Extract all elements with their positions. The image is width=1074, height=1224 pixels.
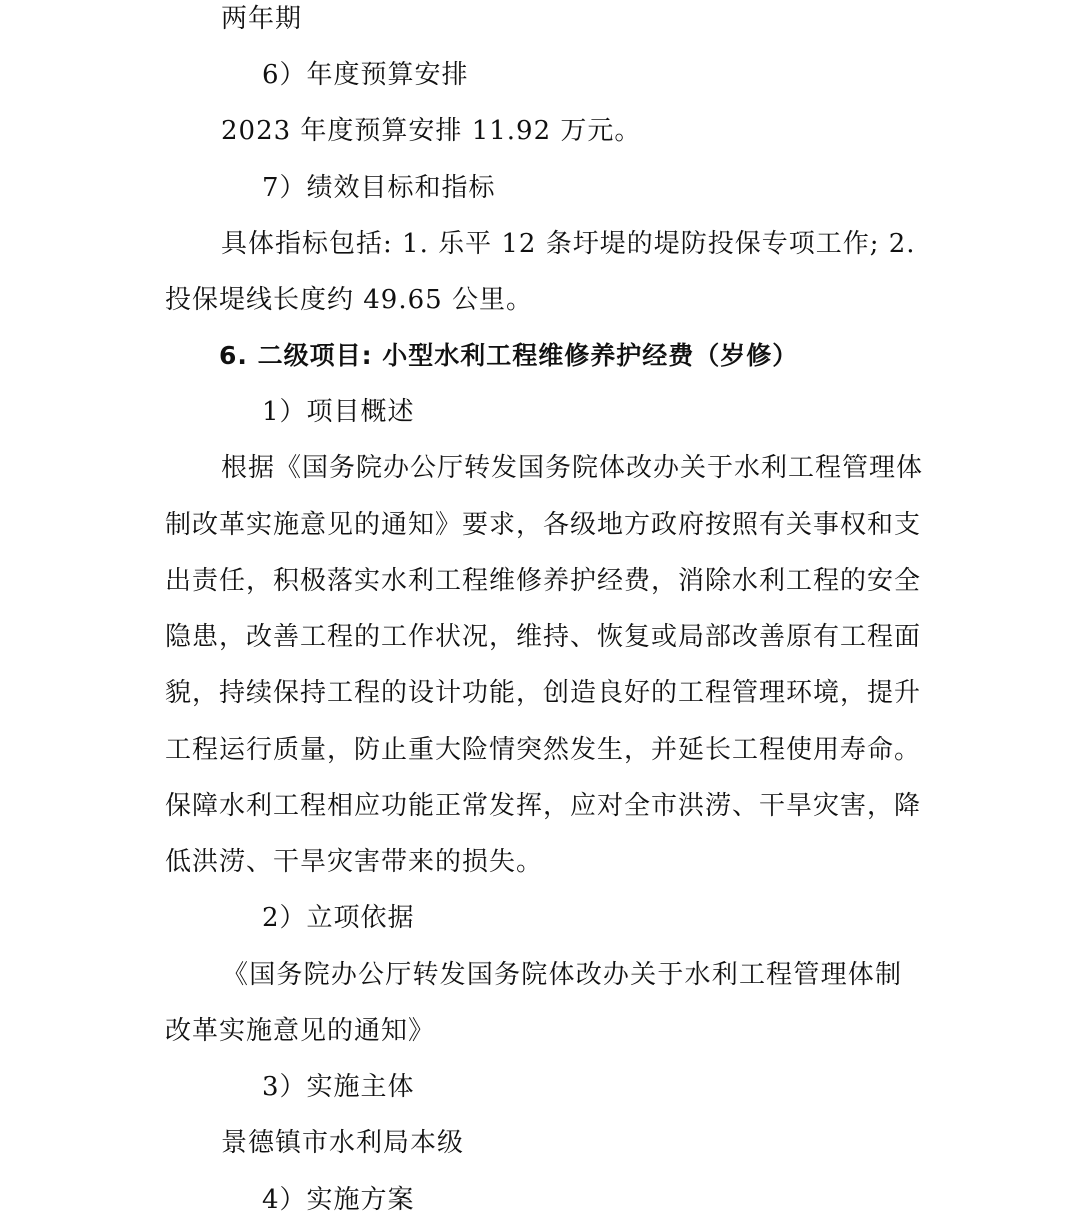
paragraph-line-8: 低洪涝、干旱灾害带来的损失。 xyxy=(165,847,544,877)
paragraph-line-1: 根据《国务院办公厅转发国务院体改办关于水利工程管理体 xyxy=(221,453,924,483)
text-line-period: 两年期 xyxy=(221,4,303,34)
section-heading-entity: 3）实施主体 xyxy=(262,1072,415,1102)
paragraph-line-7: 保障水利工程相应功能正常发挥，应对全市洪涝、干旱灾害，降 xyxy=(165,791,922,821)
project-heading-maintenance: 6. 二级项目: 小型水利工程维修养护经费（岁修） xyxy=(219,341,799,370)
paragraph-line-3: 出责任，积极落实水利工程维修养护经费，消除水利工程的安全 xyxy=(165,566,922,596)
section-heading-overview: 1）项目概述 xyxy=(262,397,415,427)
section-heading-targets: 7）绩效目标和指标 xyxy=(262,173,496,203)
paragraph-line-4: 隐患，改善工程的工作状况，维持、恢复或局部改善原有工程面 xyxy=(165,622,922,652)
paragraph-line-2: 制改革实施意见的通知》要求，各级地方政府按照有关事权和支 xyxy=(165,510,922,540)
section-heading-basis: 2）立项依据 xyxy=(262,903,415,933)
text-line-basis-2: 改革实施意见的通知》 xyxy=(165,1016,436,1046)
text-line-budget-amount: 2023 年度预算安排 11.92 万元。 xyxy=(221,116,642,146)
paragraph-line-6: 工程运行质量，防止重大险情突然发生，并延长工程使用寿命。 xyxy=(165,735,922,765)
text-line-basis-1: 《国务院办公厅转发国务院体改办关于水利工程管理体制 xyxy=(222,960,902,990)
section-heading-budget: 6）年度预算安排 xyxy=(262,60,469,90)
text-line-targets-1: 具体指标包括: 1. 乐平 12 条圩堤的堤防投保专项工作; 2. xyxy=(221,229,916,259)
section-heading-plan: 4）实施方案 xyxy=(262,1185,415,1215)
paragraph-line-5: 貌，持续保持工程的设计功能，创造良好的工程管理环境，提升 xyxy=(165,678,922,708)
text-line-entity: 景德镇市水利局本级 xyxy=(221,1128,465,1158)
text-line-targets-2: 投保堤线长度约 49.65 公里。 xyxy=(165,285,533,315)
